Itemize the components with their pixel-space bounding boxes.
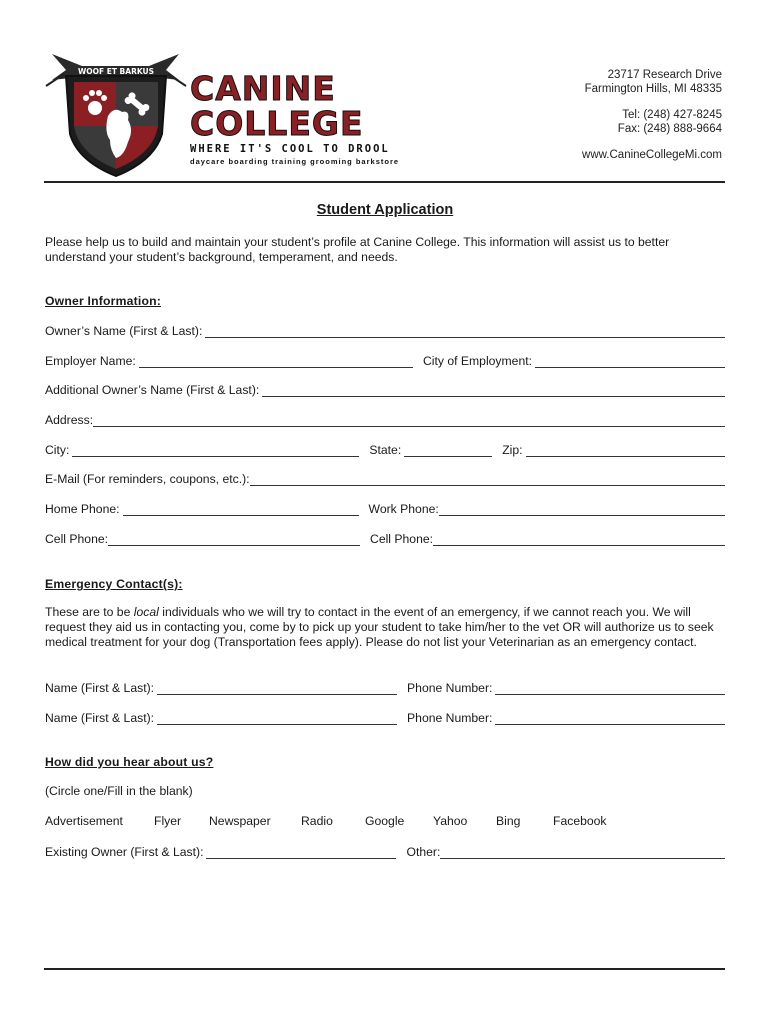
emergency-phone-field-2[interactable] [495, 713, 725, 725]
state-label: State: [369, 443, 402, 457]
cell-phone-label-1: Cell Phone: [45, 532, 109, 546]
city-label: City: [45, 443, 70, 457]
other-field[interactable] [440, 847, 725, 859]
option-newspaper[interactable]: Newspaper [209, 814, 271, 828]
zip-label: Zip: [502, 443, 523, 457]
emphasis-local: local [133, 605, 159, 619]
city-of-employment-label: City of Employment: [422, 354, 532, 368]
owners-name-field[interactable] [205, 326, 725, 338]
page-title: Student Application [316, 202, 454, 218]
cell-phone-label-2: Cell Phone: [370, 532, 434, 546]
emergency-name-label-2: Name (First & Last): [45, 711, 155, 725]
referral-instructions: (Circle one/Fill in the blank) [45, 784, 193, 798]
option-facebook[interactable]: Facebook [553, 814, 607, 828]
city-of-employment-field[interactable] [535, 356, 725, 368]
address-row [45, 411, 725, 427]
city-field[interactable] [72, 445, 359, 457]
owner-information-heading: Owner Information: [45, 294, 161, 308]
option-yahoo[interactable]: Yahoo [433, 814, 468, 828]
cell-phone-row [45, 530, 725, 546]
address-field[interactable] [93, 415, 725, 427]
email-row [45, 470, 725, 486]
other-label: Other: [406, 845, 441, 859]
address-label: Address: [45, 413, 94, 427]
brand-services: daycare boarding training grooming barkstore [190, 157, 400, 166]
address-line1: 23717 Research Drive [607, 69, 722, 81]
brand-name-line2: COLLEGE [190, 104, 364, 143]
referral-heading: How did you hear about us? [45, 755, 214, 769]
emergency-contacts-heading: Emergency Contact(s): [45, 577, 183, 591]
fax: Fax: (248) 888-9664 [617, 123, 722, 135]
header-divider [44, 181, 725, 183]
logo-banner-text: WOOF ET BARKUS [77, 67, 155, 76]
existing-owner-row [45, 843, 725, 859]
cell-phone-field-1[interactable] [108, 534, 360, 546]
existing-owner-field[interactable] [206, 847, 396, 859]
existing-owner-label: Existing Owner (First & Last): [45, 845, 204, 859]
option-google[interactable]: Google [365, 814, 405, 828]
work-phone-label: Work Phone: [368, 502, 439, 516]
emergency-phone-field-1[interactable] [495, 683, 725, 695]
email-field[interactable] [250, 474, 725, 486]
emergency-name-field-2[interactable] [157, 713, 397, 725]
emergency-contact-row-2 [45, 709, 725, 725]
intro-paragraph: Please help us to build and maintain your student’s profile at Canine College. This information will assist us to better understand your student’s background, temperament, and needs. [45, 235, 670, 264]
emergency-phone-label-1: Phone Number: [407, 681, 493, 695]
option-advertisement[interactable]: Advertisement [45, 814, 123, 828]
option-bing[interactable]: Bing [496, 814, 521, 828]
home-phone-label: Home Phone: [45, 502, 120, 516]
option-flyer[interactable]: Flyer [154, 814, 182, 828]
additional-owner-field[interactable] [262, 385, 725, 397]
work-phone-field[interactable] [439, 504, 725, 516]
emergency-paragraph: These are to be local individuals who we will try to contact in the event of an emergency, if we cannot reach you. We will request they aid us in contacting you, come by to pick up your student to take him/her to the vet OR will authorize us to seek medical treatment for your dog (Transportation fees apply). Please do not list your Veterinarian as an emergency contact. [45, 605, 714, 649]
city-state-zip-row [45, 441, 725, 457]
email-label: E-Mail (For reminders, coupons, etc.): [45, 472, 250, 486]
employer-name-label: Employer Name: [45, 354, 136, 368]
employer-name-field[interactable] [139, 356, 413, 368]
zip-field[interactable] [526, 445, 725, 457]
brand-name-line1: CANINE [190, 69, 336, 108]
address-line2: Farmington Hills, MI 48335 [584, 83, 722, 95]
brand-tagline: WHERE IT'S COOL TO DROOL [190, 143, 390, 155]
telephone: Tel: (248) 427-8245 [622, 109, 722, 121]
website: www.CanineCollegeMi.com [582, 149, 722, 161]
state-field[interactable] [404, 445, 492, 457]
owners-name-label: Owner’s Name (First & Last): [45, 324, 203, 338]
emergency-name-field-1[interactable] [157, 683, 397, 695]
cell-phone-field-2[interactable] [433, 534, 725, 546]
emergency-phone-label-2: Phone Number: [407, 711, 493, 725]
employer-row [45, 352, 725, 368]
emergency-name-label-1: Name (First & Last): [45, 681, 155, 695]
emergency-contact-row-1 [45, 679, 725, 695]
additional-owner-label: Additional Owner’s Name (First & Last): [45, 383, 260, 397]
home-phone-field[interactable] [123, 504, 359, 516]
additional-owner-row [45, 381, 725, 397]
option-radio[interactable]: Radio [301, 814, 333, 828]
footer-divider [44, 968, 725, 970]
phone-row [45, 500, 725, 516]
owners-name-row [45, 322, 725, 338]
